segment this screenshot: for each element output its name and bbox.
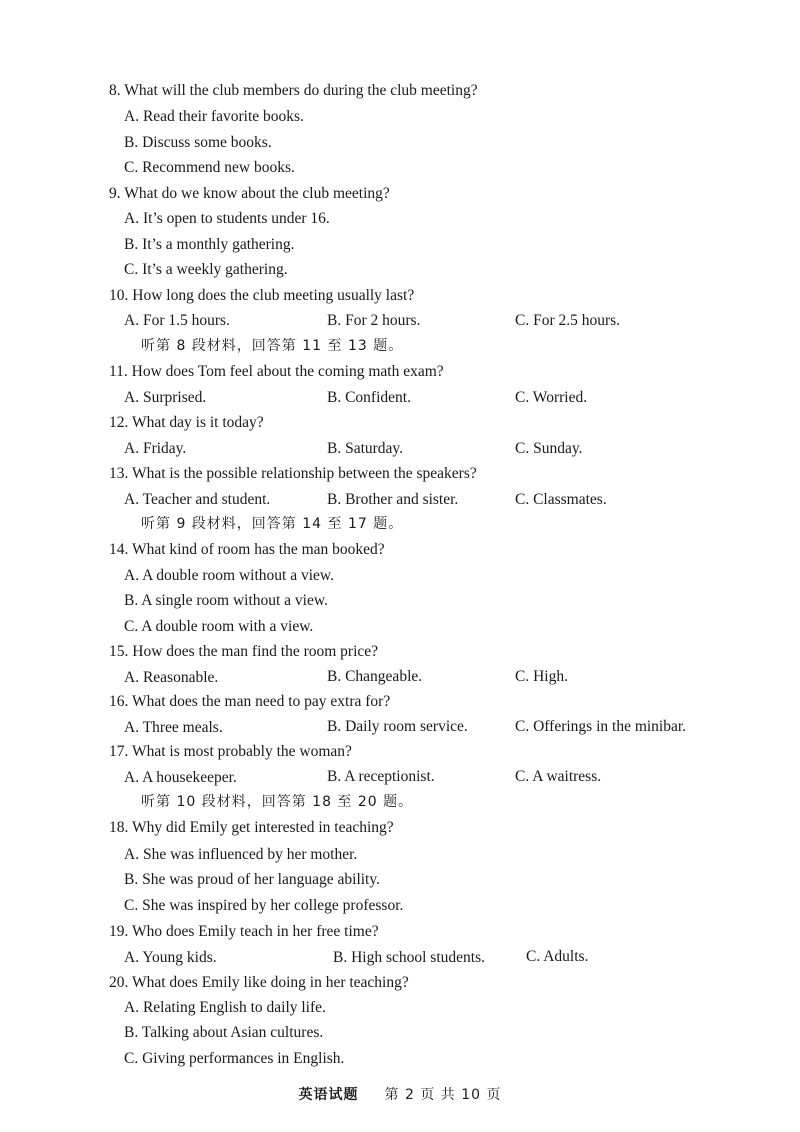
question-12-stem: 12. What day is it today? bbox=[109, 414, 264, 431]
question-17-option-c: C. A waitress. bbox=[515, 768, 602, 785]
question-10-stem: 10. How long does the club meeting usually last? bbox=[109, 287, 415, 304]
question-18-option-b: B. She was proud of her language ability. bbox=[124, 871, 380, 888]
question-19-option-a: A. Young kids. bbox=[124, 949, 217, 966]
question-9-stem: 9. What do we know about the club meeting? bbox=[109, 185, 390, 202]
question-14-stem: 14. What kind of room has the man booked? bbox=[109, 541, 385, 558]
question-16-option-b: B. Daily room service. bbox=[327, 718, 468, 735]
question-14-option-b: B. A single room without a view. bbox=[124, 592, 328, 609]
question-12-option-b: B. Saturday. bbox=[327, 440, 404, 457]
question-19-option-c: C. Adults. bbox=[526, 948, 589, 965]
question-8-option-c: C. Recommend new books. bbox=[124, 159, 295, 176]
question-9-option-a: A. It’s open to students under 16. bbox=[124, 210, 330, 227]
question-20-option-c: C. Giving performances in English. bbox=[124, 1050, 345, 1067]
page-footer bbox=[0, 1084, 800, 1104]
question-19-stem: 19. Who does Emily teach in her free time? bbox=[109, 923, 379, 940]
question-17-option-a: A. A housekeeper. bbox=[124, 769, 237, 786]
question-14-option-c: C. A double room with a view. bbox=[124, 618, 314, 635]
question-18-option-c: C. She was inspired by her college professor. bbox=[124, 897, 404, 914]
question-10-option-a: A. For 1.5 hours. bbox=[124, 312, 230, 329]
question-12-option-a: A. Friday. bbox=[124, 440, 187, 457]
question-15-option-b: B. Changeable. bbox=[327, 668, 423, 685]
question-20-option-a: A. Relating English to daily life. bbox=[124, 999, 326, 1016]
footer-page-number: 第 2 页 共 10 页 bbox=[384, 1087, 502, 1103]
question-9-option-c: C. It’s a weekly gathering. bbox=[124, 261, 288, 278]
section-8-instruction: 听第 8 段材料，回答第 11 至 13 题。 bbox=[141, 338, 404, 354]
question-13-stem: 13. What is the possible relationship between the speakers? bbox=[109, 465, 477, 482]
question-17-stem: 17. What is most probably the woman? bbox=[109, 743, 352, 760]
question-13-option-c: C. Classmates. bbox=[515, 491, 607, 508]
question-16-option-c: C. Offerings in the minibar. bbox=[515, 718, 687, 735]
question-13-option-b: B. Brother and sister. bbox=[327, 491, 459, 508]
question-8-option-a: A. Read their favorite books. bbox=[124, 108, 304, 125]
question-13-option-a: A. Teacher and student. bbox=[124, 491, 271, 508]
question-20-stem: 20. What does Emily like doing in her teaching? bbox=[109, 974, 409, 991]
question-8-stem: 8. What will the club members do during the club meeting? bbox=[109, 82, 478, 99]
question-19-option-b: B. High school students. bbox=[333, 949, 485, 966]
question-14-option-a: A. A double room without a view. bbox=[124, 567, 334, 584]
question-16-option-a: A. Three meals. bbox=[124, 719, 223, 736]
section-9-instruction: 听第 9 段材料，回答第 14 至 17 题。 bbox=[141, 516, 404, 532]
question-15-stem: 15. How does the man find the room price? bbox=[109, 643, 379, 660]
question-11-option-b: B. Confident. bbox=[327, 389, 411, 406]
question-10-option-b: B. For 2 hours. bbox=[327, 312, 421, 329]
question-15-option-c: C. High. bbox=[515, 668, 568, 685]
question-15-option-a: A. Reasonable. bbox=[124, 669, 219, 686]
question-12-option-c: C. Sunday. bbox=[515, 440, 583, 457]
section-10-instruction: 听第 10 段材料，回答第 18 至 20 题。 bbox=[141, 794, 414, 810]
question-20-option-b: B. Talking about Asian cultures. bbox=[124, 1024, 324, 1041]
question-18-stem: 18. Why did Emily get interested in teaching? bbox=[109, 819, 394, 836]
footer-subject: 英语试题 bbox=[298, 1087, 359, 1103]
question-16-stem: 16. What does the man need to pay extra for? bbox=[109, 693, 391, 710]
question-17-option-b: B. A receptionist. bbox=[327, 768, 435, 785]
question-9-option-b: B. It’s a monthly gathering. bbox=[124, 236, 295, 253]
question-10-option-c: C. For 2.5 hours. bbox=[515, 312, 621, 329]
question-8-option-b: B. Discuss some books. bbox=[124, 134, 272, 151]
question-11-stem: 11. How does Tom feel about the coming math exam? bbox=[109, 363, 444, 380]
question-18-option-a: A. She was influenced by her mother. bbox=[124, 846, 358, 863]
question-11-option-a: A. Surprised. bbox=[124, 389, 207, 406]
question-11-option-c: C. Worried. bbox=[515, 389, 588, 406]
